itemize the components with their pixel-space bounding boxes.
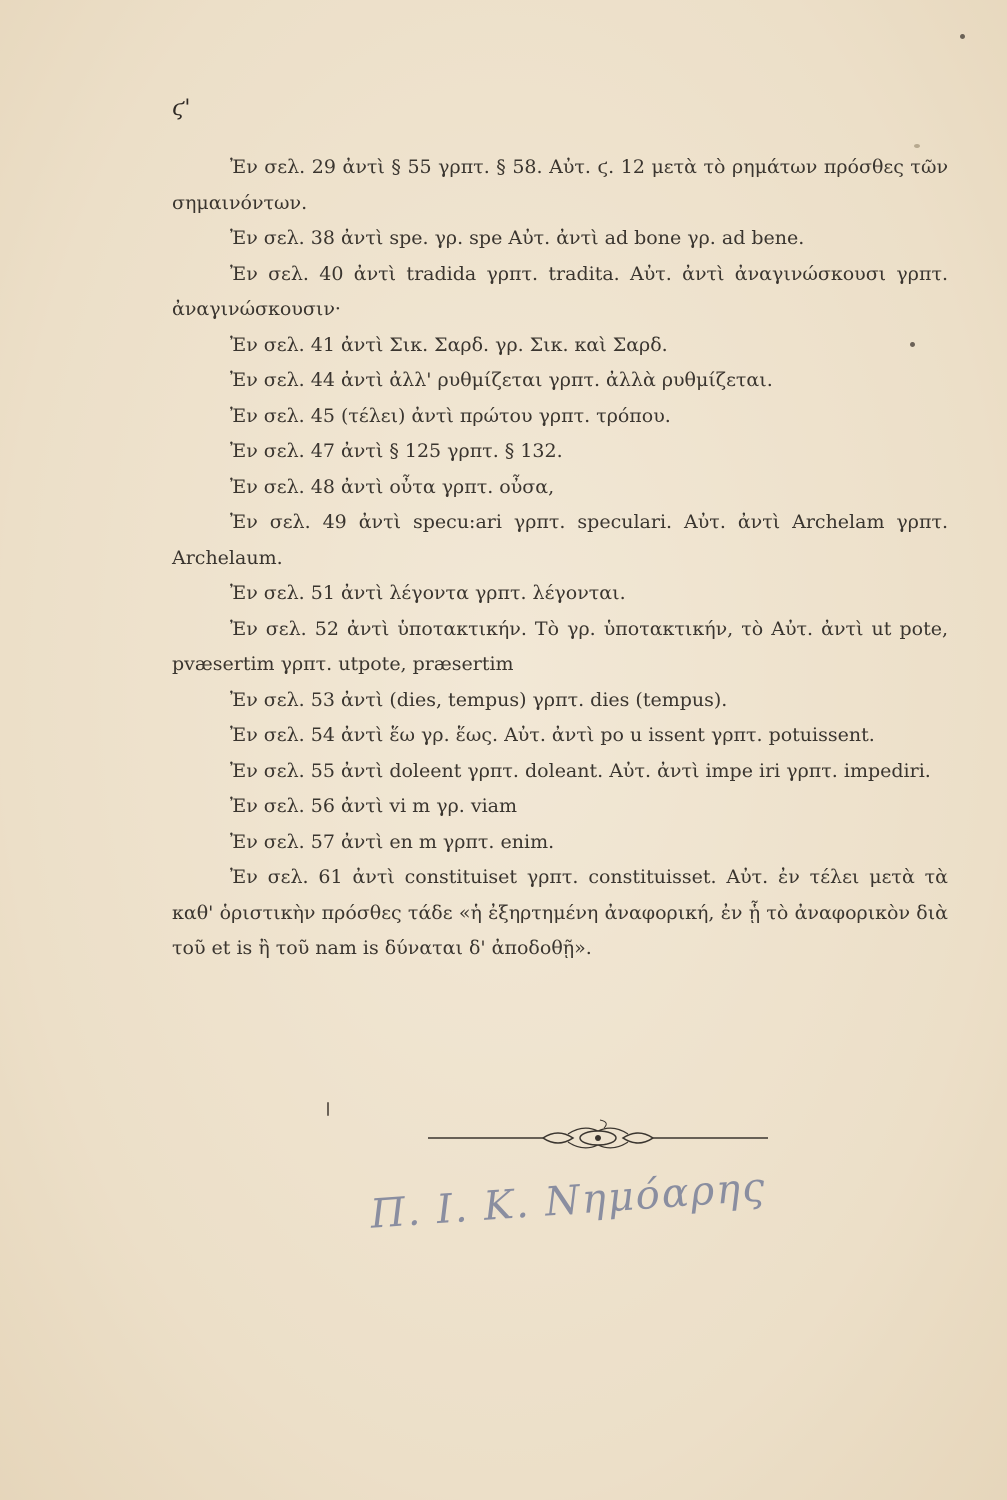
- ink-speck: [910, 342, 915, 347]
- page-number: ϛ': [172, 96, 191, 121]
- errata-entry: Ἐν σελ. 57 ἀντὶ en m γρπτ. enim.: [230, 830, 555, 853]
- errata-entry: Ἐν σελ. 51 ἀντὶ λέγοντα γρπτ. λέγονται.: [230, 582, 626, 604]
- errata-entry: Ἐν σελ. 38 ἀντὶ spe. γρ. spe Αὐτ. ἀντὶ ad bone γρ. ad bene.: [230, 227, 805, 249]
- errata-entry: Ἐν σελ. 49 ἀντὶ specu:ari γρπτ. speculari. Αὐτ. ἀντὶ Archelam γρπτ. Archelaum.: [172, 511, 948, 569]
- errata-entry: Ἐν σελ. 53 ἀντὶ (dies, tempus) γρπτ. dies (tempus).: [230, 688, 728, 711]
- ornament-rule-icon: [428, 1118, 768, 1158]
- errata-entry: Ἐν σελ. 52 ἀντὶ ὑποτακτικήν. Τὸ γρ. ὑποτακτικήν, τὸ Αὐτ. ἀντὶ ut pote, pvæsertim γρπτ. utpote, præsertim: [172, 617, 948, 675]
- ink-speck: [960, 34, 965, 39]
- errata-entry: Ἐν σελ. 48 ἀντὶ οὖτα γρπτ. οὖσα,: [230, 475, 555, 498]
- errata-entry: Ἐν σελ. 40 ἀντὶ tradida γρπτ. tradita. Αὐτ. ἀντὶ ἀναγινώσκουσι γρπτ. ἀναγινώσκουσιν·: [172, 262, 948, 320]
- errata-entry: Ἐν σελ. 29 ἀντὶ § 55 γρπτ. § 58. Αὐτ. ϛ. 12 μετὰ τὸ ρημάτων πρόσθες τῶν σημαινόντων.: [172, 156, 948, 214]
- errata-list: [172, 150, 948, 967]
- errata-entry: Ἐν σελ. 55 ἀντὶ doleent γρπτ. doleant. Αὐτ. ἀντὶ impe iri γρπτ. impediri.: [230, 759, 931, 782]
- errata-entry: Ἐν σελ. 44 ἀντὶ ἀλλ' ρυθμίζεται γρπτ. ἀλλὰ ρυθμίζεται.: [230, 369, 773, 391]
- ink-speck: [327, 1102, 329, 1116]
- errata-entry: Ἐν σελ. 54 ἀντὶ ἕω γρ. ἕως. Αὐτ. ἀντὶ po u issent γρπτ. potuissent.: [230, 724, 875, 746]
- ink-speck: [914, 144, 920, 148]
- errata-entry: Ἐν σελ. 47 ἀντὶ § 125 γρπτ. § 132.: [230, 440, 563, 462]
- errata-entry: Ἐν σελ. 45 (τέλει) ἀντὶ πρώτου γρπτ. τρόπου.: [230, 404, 671, 427]
- errata-entry: Ἐν σελ. 56 ἀντὶ vi m γρ. viam: [230, 795, 517, 817]
- errata-entry: Ἐν σελ. 41 ἀντὶ Σικ. Σαρδ. γρ. Σικ. καὶ Σαρδ.: [230, 333, 668, 356]
- errata-entry: Ἐν σελ. 61 ἀντὶ constituiset γρπτ. constituisset. Αὐτ. ἐν τέλει μετὰ τὰ καθ' ὁριστικὴν πρόσθες τάδε «ἡ ἐξηρτημένη ἀναφορική, ἐν ᾗ τὸ ἀναφορικὸν διὰ τοῦ et is ἢ τοῦ nam is δύναται δ' ἀποδοθῇ».: [172, 866, 948, 959]
- handwritten-signature: Π. Ι. Κ. Νημόαρης: [368, 1164, 768, 1238]
